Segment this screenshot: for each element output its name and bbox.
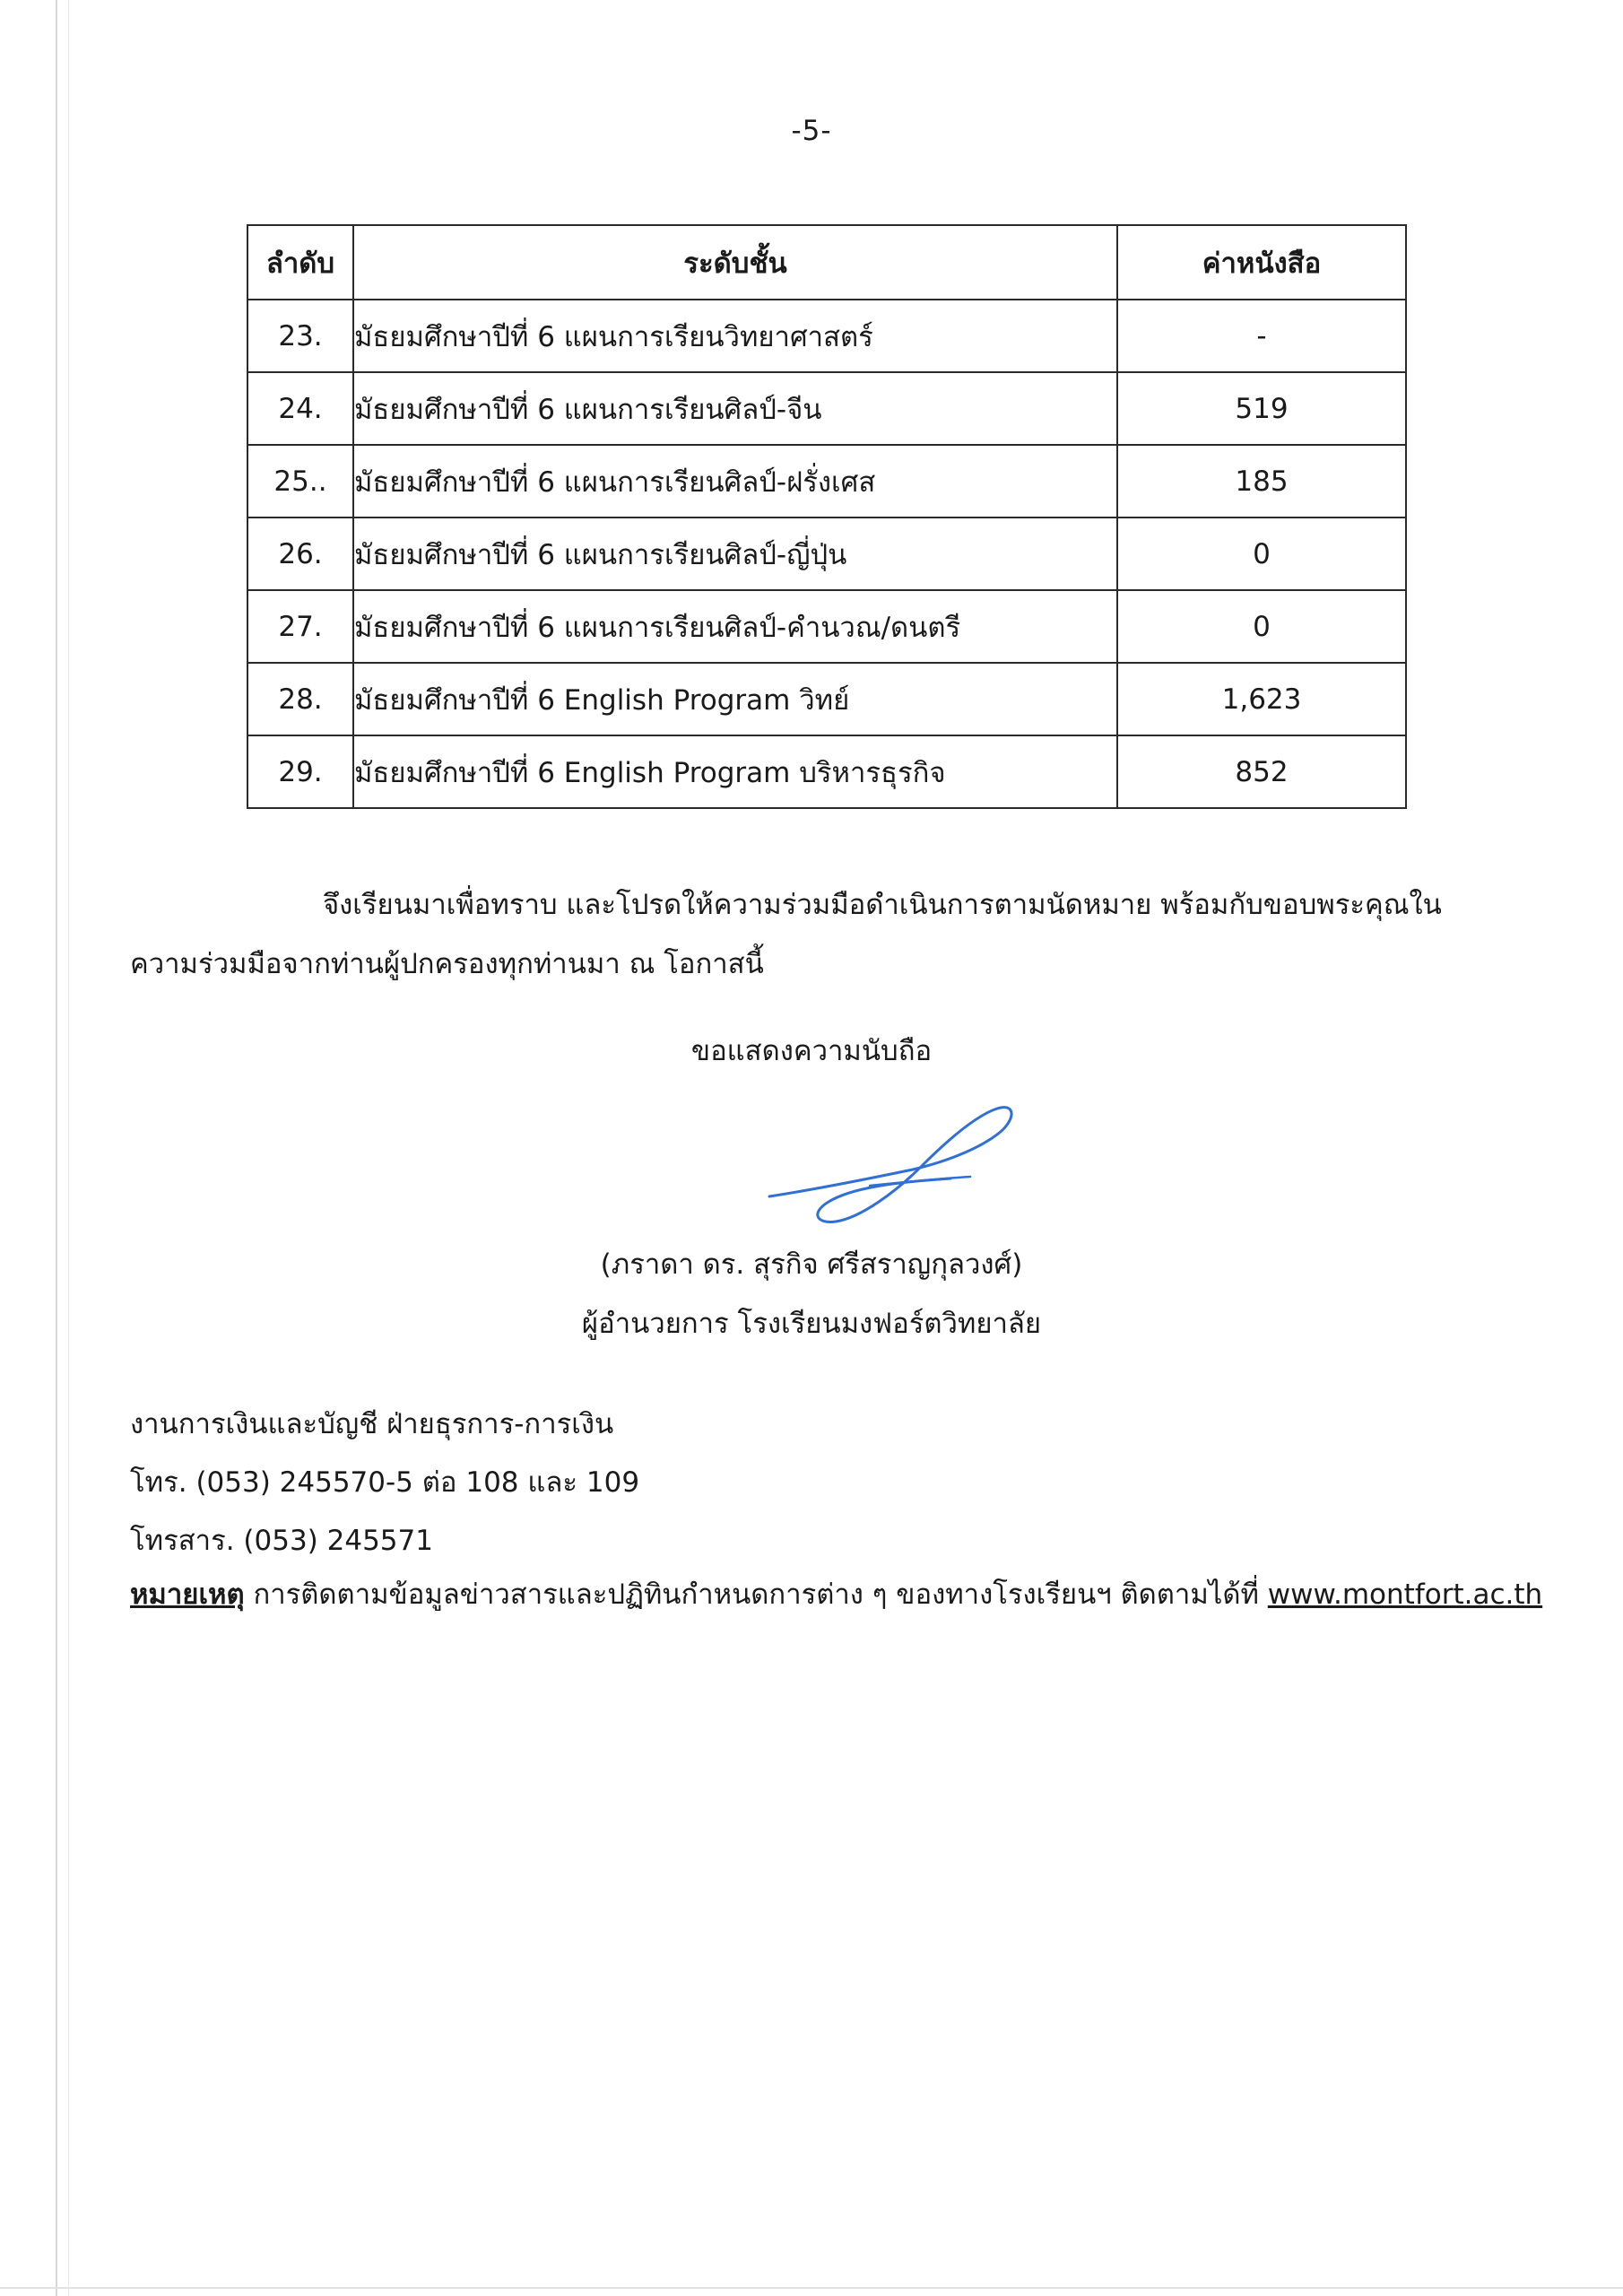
body-paragraph-line-2 xyxy=(130,935,1511,994)
row-fee: - xyxy=(1117,300,1406,372)
signer-title: ผู้อำนวยการ โรงเรียนมงฟอร์ตวิทยาลัย xyxy=(581,1308,1042,1340)
remark-text: การติดตามข้อมูลข่าวสารและปฏิทินกำหนดการต่าง ๆ ของทางโรงเรียนฯ ติดตามได้ที่ xyxy=(253,1578,1259,1611)
closing-salutation: ขอแสดงความนับถือ xyxy=(690,1035,933,1067)
signature-image xyxy=(762,1096,1022,1231)
table-row xyxy=(247,590,1406,663)
header-level: ระดับชั้น xyxy=(353,225,1117,300)
body-paragraph-line-1 xyxy=(130,875,1511,935)
row-level: มัธยมศึกษาปีที่ 6 แผนการเรียนวิทยาศาสตร์ xyxy=(353,300,1117,372)
signature-stroke-main xyxy=(769,1108,1011,1222)
row-no: 28. xyxy=(247,663,353,735)
row-fee: 519 xyxy=(1117,372,1406,445)
row-fee: 185 xyxy=(1117,445,1406,517)
signature-stroke-cross xyxy=(870,1177,970,1186)
signer-name: (ภราดา ดร. สุรกิจ ศรีสราญกุลวงศ์) xyxy=(600,1248,1023,1281)
table-row xyxy=(247,445,1406,517)
row-no: 24. xyxy=(247,372,353,445)
contact-department: งานการเงินและบัญชี ฝ่ายธุรการ-การเงิน xyxy=(130,1408,614,1440)
row-no: 23. xyxy=(247,300,353,372)
row-no: 26. xyxy=(247,517,353,590)
book-fee-table xyxy=(247,224,1407,809)
row-fee: 0 xyxy=(1117,517,1406,590)
table-row xyxy=(247,517,1406,590)
website-link[interactable]: www.montfort.ac.th xyxy=(1267,1578,1543,1611)
row-fee: 0 xyxy=(1117,590,1406,663)
row-level: มัธยมศึกษาปีที่ 6 แผนการเรียนศิลป์-ญี่ปุ่น xyxy=(353,517,1117,590)
row-no: 25.. xyxy=(247,445,353,517)
scan-edge-line xyxy=(56,0,57,2296)
row-no: 27. xyxy=(247,590,353,663)
table-header-row xyxy=(247,225,1406,300)
header-no: ลำดับ xyxy=(247,225,353,300)
page-number: -5- xyxy=(791,115,832,147)
contact-fax: โทรสาร. (053) 245571 xyxy=(130,1525,433,1557)
row-no: 29. xyxy=(247,735,353,808)
header-fee: ค่าหนังสือ xyxy=(1117,225,1406,300)
table-row xyxy=(247,735,1406,808)
scan-bottom-line xyxy=(0,2287,1623,2289)
row-fee: 852 xyxy=(1117,735,1406,808)
row-level: มัธยมศึกษาปีที่ 6 แผนการเรียนศิลป์-คำนวณ/ดนตรี xyxy=(353,590,1117,663)
scan-edge-line-inner xyxy=(68,0,69,2296)
body-text-2: ความร่วมมือจากท่านผู้ปกครองทุกท่านมา ณ โอกาสนี้ xyxy=(130,948,764,980)
remark-label: หมายเหตุ xyxy=(130,1578,245,1611)
table-row xyxy=(247,663,1406,735)
row-level: มัธยมศึกษาปีที่ 6 English Program วิทย์ xyxy=(353,663,1117,735)
contact-phone: โทร. (053) 245570-5 ต่อ 108 และ 109 xyxy=(130,1466,640,1499)
table-row xyxy=(247,372,1406,445)
row-level: มัธยมศึกษาปีที่ 6 English Program บริหารธุรกิจ xyxy=(353,735,1117,808)
row-fee: 1,623 xyxy=(1117,663,1406,735)
row-level: มัธยมศึกษาปีที่ 6 แผนการเรียนศิลป์-ฝรั่งเศส xyxy=(353,445,1117,517)
row-level: มัธยมศึกษาปีที่ 6 แผนการเรียนศิลป์-จีน xyxy=(353,372,1117,445)
body-text-1: จึงเรียนมาเพื่อทราบ และโปรดให้ความร่วมมือดำเนินการตามนัดหมาย พร้อมกับขอบพระคุณใน xyxy=(323,889,1442,921)
table-row xyxy=(247,300,1406,372)
remark-note xyxy=(130,1571,1583,1616)
